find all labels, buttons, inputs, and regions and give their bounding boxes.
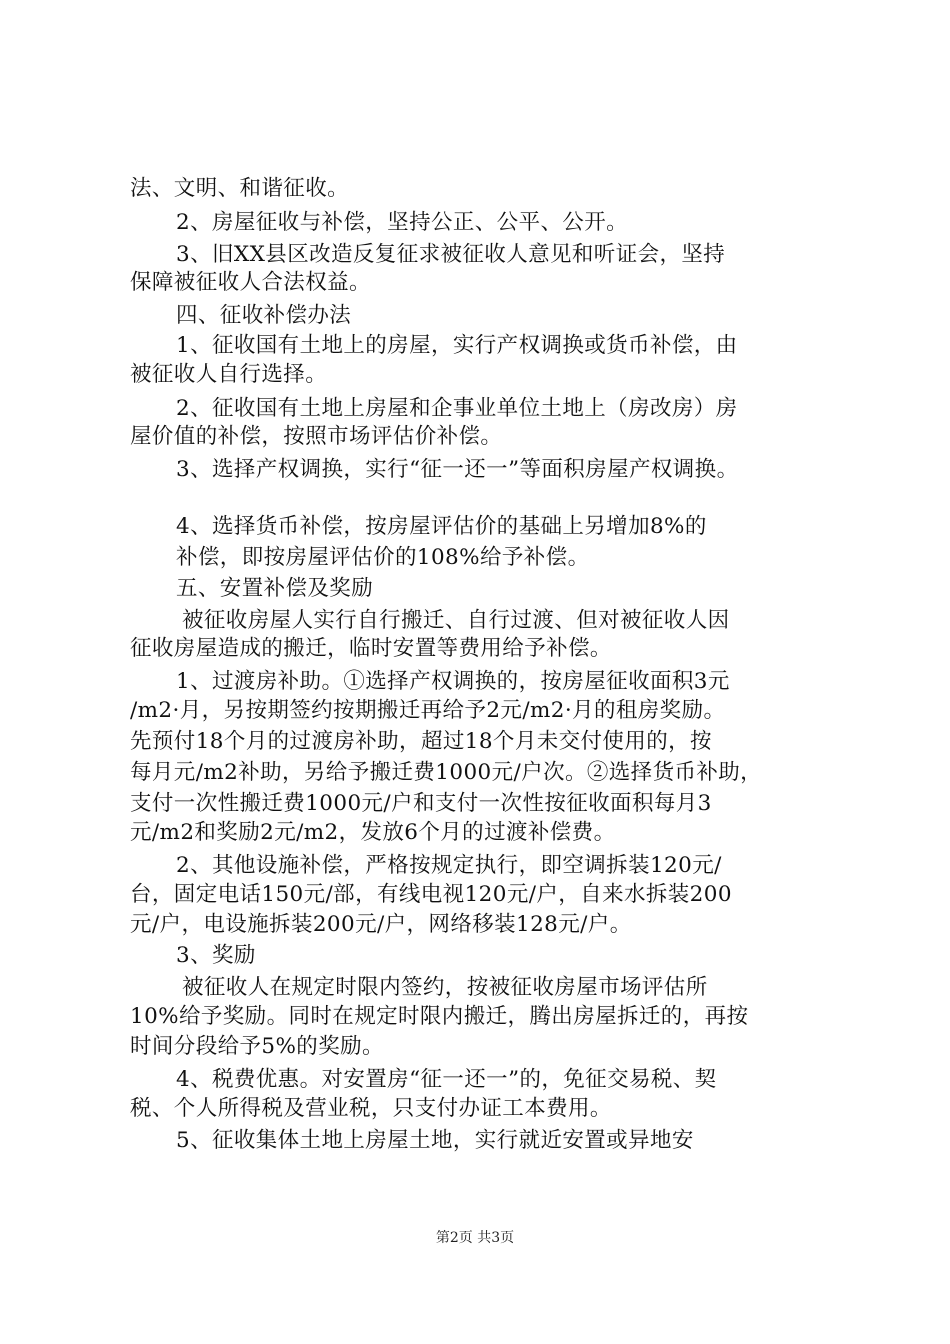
- text-line: 法、文明、和谐征收。: [130, 176, 350, 201]
- text-line: 台，固定电话150元/部，有线电视120元/户，自来水拆装200: [130, 882, 732, 907]
- text-line: 元/户，电设施拆装200元/户，网络移装128元/户。: [130, 912, 632, 937]
- text-line: 1、征收国有土地上的房屋，实行产权调换或货币补偿，由: [176, 333, 738, 358]
- text-line: 先预付18个月的过渡房补助，超过18个月未交付使用的，按: [130, 729, 712, 754]
- text-line: 被征收人在规定时限内签约，按被征收房屋市场评估所: [182, 975, 708, 1000]
- text-line: 4、选择货币补偿，按房屋评估价的基础上另增加8%的: [176, 514, 707, 539]
- text-line: 时间分段给予5%的奖励。: [130, 1034, 384, 1059]
- text-line: 保障被征收人合法权益。: [130, 270, 371, 295]
- text-line: 元/m2和奖励2元/m2，发放6个月的过渡补偿费。: [130, 820, 616, 845]
- section-heading: 3、奖励: [176, 943, 256, 968]
- text-line: 3、旧XX县区改造反复征求被征收人意见和听证会，坚持: [176, 242, 726, 267]
- text-line: 1、过渡房补助。①选择产权调换的，按房屋征收面积3元: [176, 669, 730, 694]
- page-number-footer: 第2页 共3页: [435, 1230, 515, 1246]
- text-line: /m2·月，另按期签约按期搬迁再给予2元/m2·月的租房奖励。: [130, 698, 726, 723]
- text-line: 10%给予奖励。同时在规定时限内搬迁，腾出房屋拆迁的，再按: [130, 1004, 749, 1029]
- text-line: 2、其他设施补偿，严格按规定执行，即空调拆装120元/: [176, 853, 722, 878]
- text-line: 被征收人自行选择。: [130, 362, 328, 387]
- section-heading: 五、安置补偿及奖励: [176, 576, 374, 601]
- text-line: 3、选择产权调换，实行“征一还一”等面积房屋产权调换。: [176, 457, 739, 482]
- text-line: 每月元/m2补助，另给予搬迁费1000元/户次。②选择货币补助，: [130, 760, 763, 785]
- text-line: 2、房屋征收与补偿，坚持公正、公平、公开。: [176, 210, 629, 235]
- text-line: 2、征收国有土地上房屋和企事业单位土地上（房改房）房: [176, 396, 738, 421]
- text-line: 4、税费优惠。对安置房“征一还一”的，免征交易税、契: [176, 1067, 717, 1092]
- text-line: 补偿，即按房屋评估价的108%给予补偿。: [176, 545, 590, 570]
- text-line: 5、征收集体土地上房屋土地，实行就近安置或异地安: [176, 1128, 694, 1153]
- text-line: 支付一次性搬迁费1000元/户和支付一次性按征收面积每月3: [130, 791, 712, 816]
- text-line: 被征收房屋人实行自行搬迁、自行过渡、但对被征收人因: [182, 608, 730, 633]
- text-line: 税、个人所得税及营业税，只支付办证工本费用。: [130, 1096, 612, 1121]
- text-line: 征收房屋造成的搬迁，临时安置等费用给予补偿。: [130, 636, 612, 661]
- text-line: 屋价值的补偿，按照市场评估价补偿。: [130, 424, 503, 449]
- section-heading: 四、征收补偿办法: [176, 303, 352, 328]
